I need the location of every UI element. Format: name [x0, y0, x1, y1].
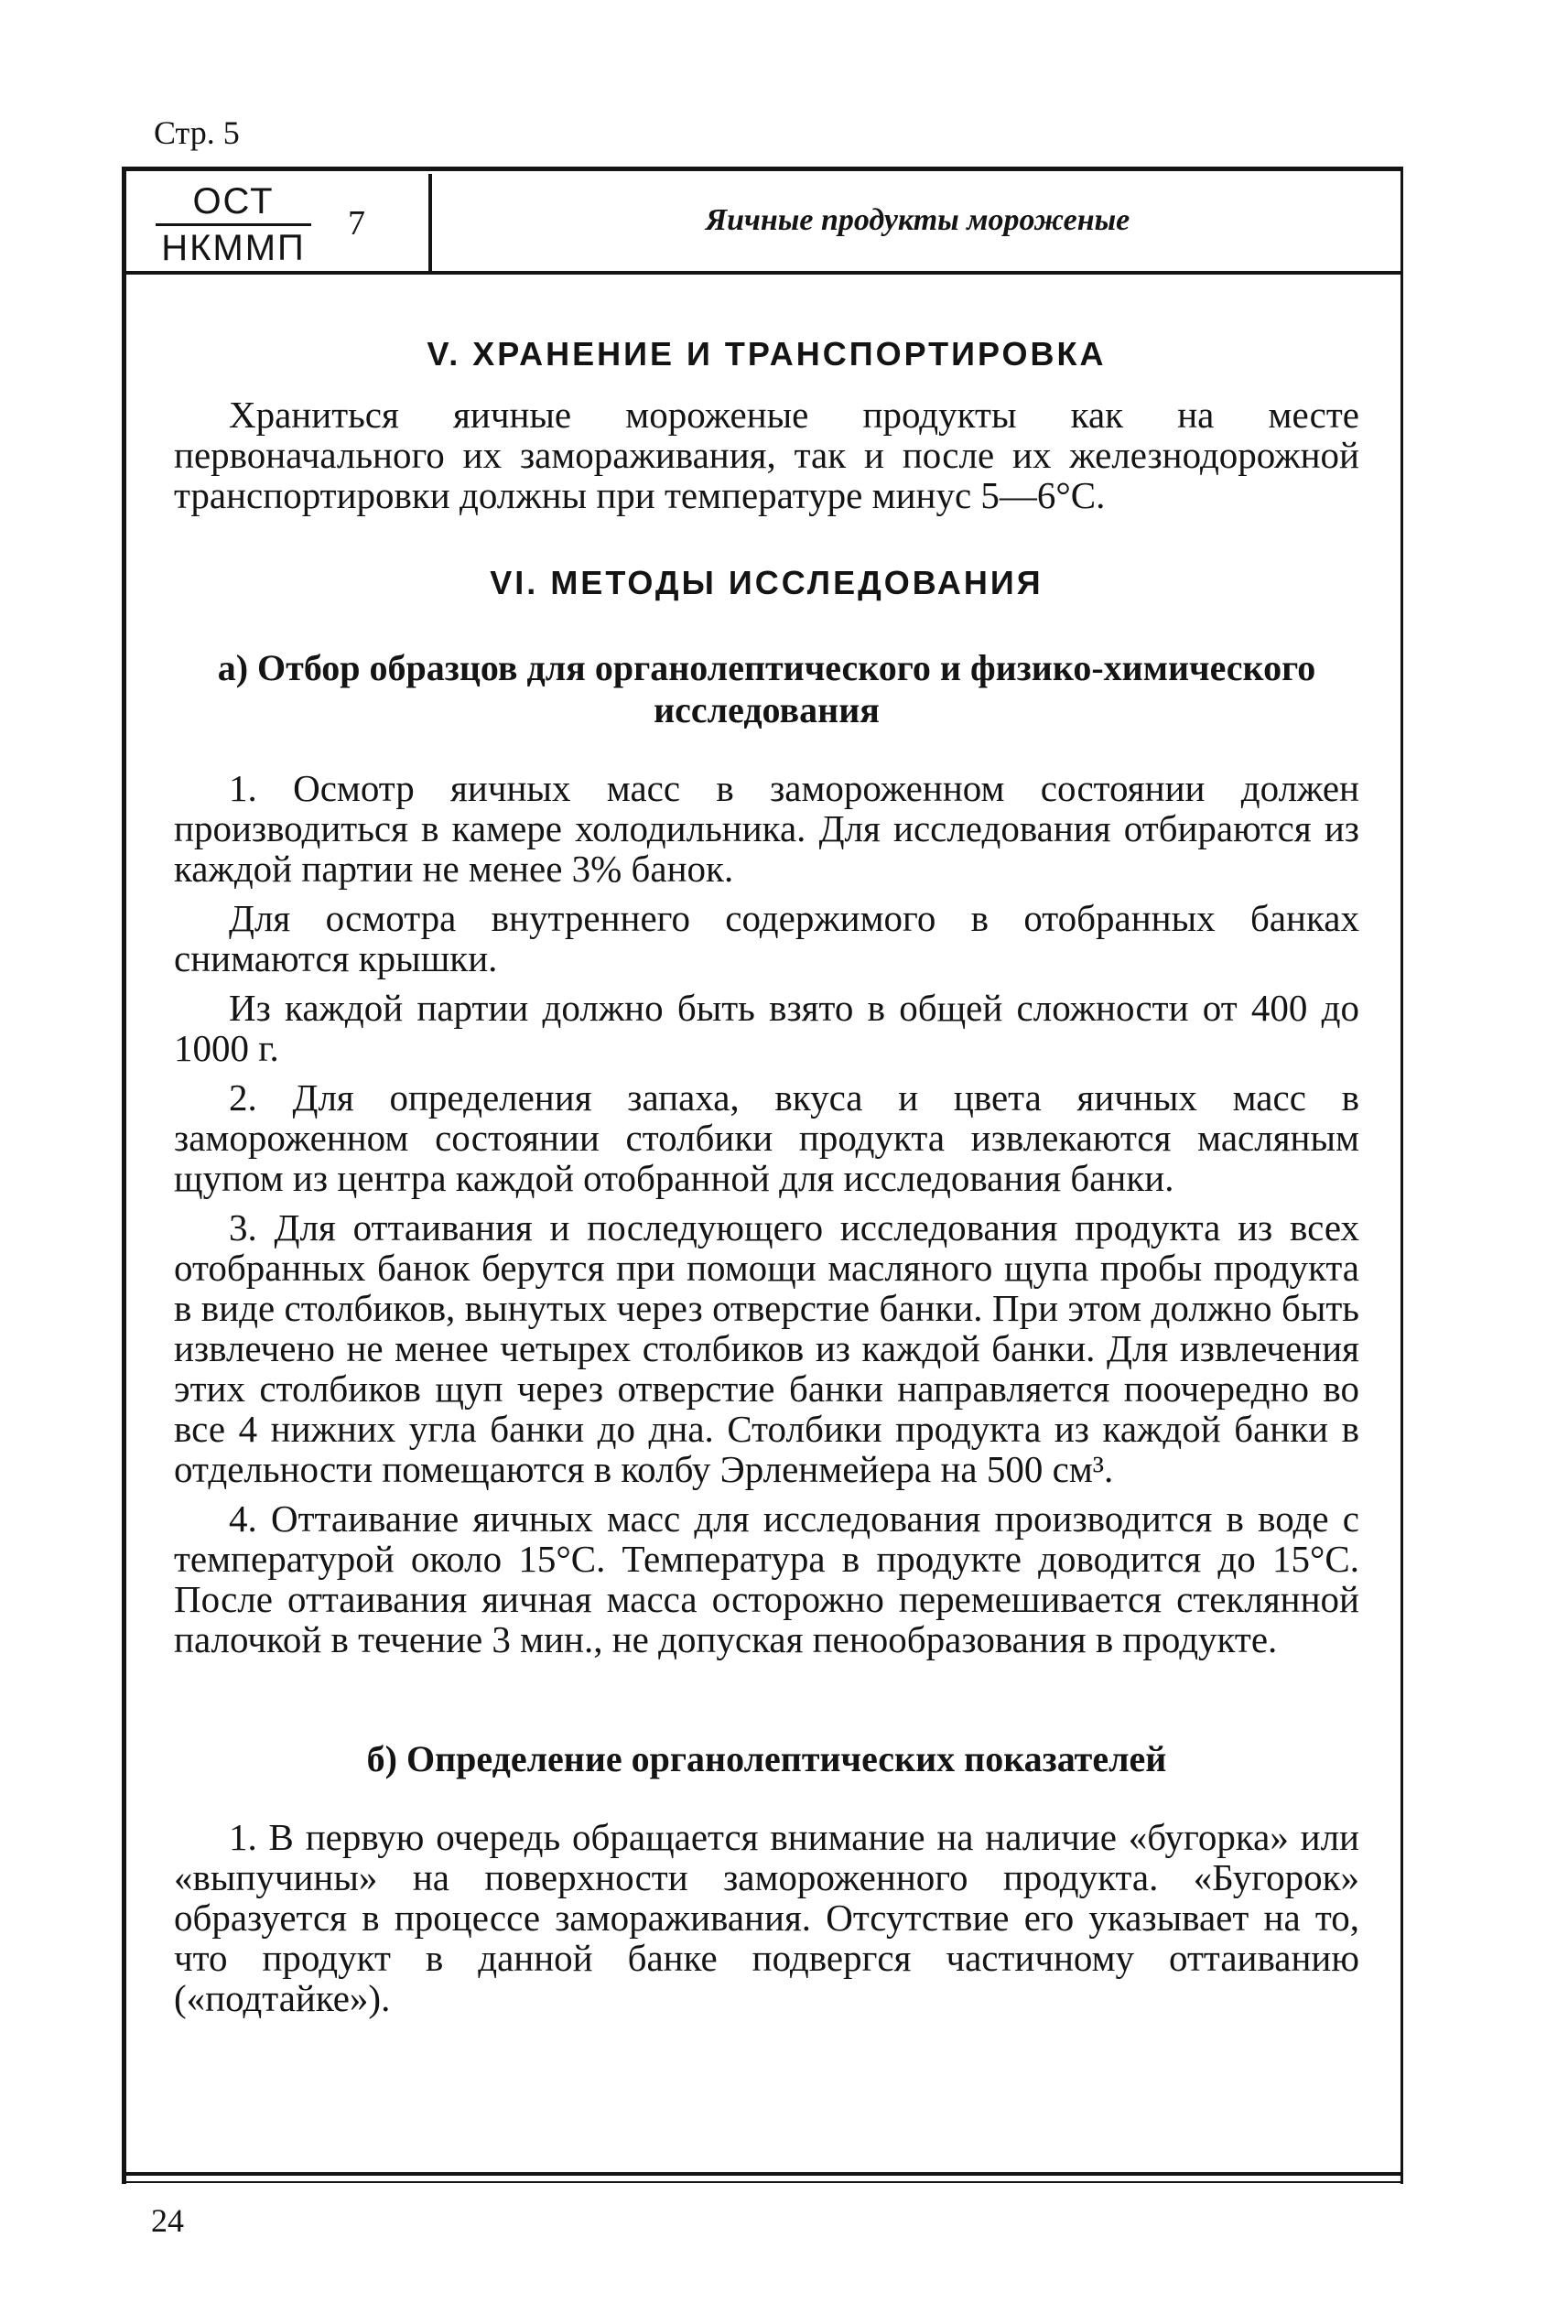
section-6-title: VI. МЕТОДЫ ИССЛЕДОВАНИЯ: [490, 564, 1044, 601]
document-body: [174, 334, 1359, 2018]
subsection-a-paragraph: Из каждой партии должно быть взято в общей сложности от 400 до 1000 г.: [174, 987, 1359, 1069]
header-standard-number: 7: [348, 204, 365, 243]
subsection-b-paragraph: 1. В первую очередь обращается внимание на наличие «бугорка» или «выпучины» на поверхности замороженного продукта. «Бугорок» образуется в процессе замораживания. Отсутствие его указывает на то, что продукт в данной банке подвергся частичному оттаиванию («подтайке»).: [174, 1816, 1359, 2019]
subsection-a-paragraph: 3. Для оттаивания и последующего исследования продукта из всех отобранных банок берутся при помощи масляного щупа пробы продукта в виде столбиков, вынутых через отверстие банки. При этом должно быть извлечено не менее четырех столбиков из каждой банки. Для извлечения этих столбиков щуп через отверстие банки направляется поочередно во все 4 нижних угла банки до дна. Столбики продукта из каждой банки в отдельности помещаются в колбу Эрленмейера на 500 см³.: [174, 1206, 1359, 1490]
subsection-a-title: а) Отбор образцов для органолептического и физико-химического исследования: [217, 647, 1316, 730]
subsection-a-paragraph: Для осмотра внутреннего содержимого в отобранных банках снимаются крышки.: [174, 897, 1359, 979]
header-standard-bottom: НКММП: [161, 228, 306, 268]
subsection-a-paragraph: 4. Оттаивание яичных масс для исследования производится в воде с температурой около 15°С. Температура в продукте доводится до 15°С. После оттаивания яичная масса осторожно перемешивается стеклянной палочкой в течение 3 мин., не допуская пенообразования в продукте.: [174, 1497, 1359, 1660]
subsection-b-title: б) Определение органолептических показателей: [366, 1738, 1167, 1779]
header-standard-top: ОСТ: [156, 181, 311, 226]
page-label: Стр. 5: [154, 114, 240, 151]
header-standard: [156, 181, 311, 268]
section-5-title: V. ХРАНЕНИЕ И ТРАНСПОРТИРОВКА: [427, 335, 1107, 373]
subsection-a-paragraph: 1. Осмотр яичных масс в замороженном состоянии должен производиться в камере холодильника. Для исследования отбираются из каждой партии не менее 3% банок.: [174, 767, 1359, 890]
header-rule: [122, 271, 1403, 275]
bottom-rule: [122, 2172, 1403, 2176]
subsection-a-paragraph: 2. Для определения запаха, вкуса и цвета яичных масс в замороженном состоянии столбики продукта извлекаются масляным щупом из центра каждой отобранной для исследования банки.: [174, 1076, 1359, 1199]
page-number: 24: [151, 2202, 184, 2239]
section-5-paragraph: Храниться яичные мороженые продукты как на месте первоначального их замораживания, так и после их железнодорожной транспортировки должны при температуре минус 5—6°С.: [174, 394, 1359, 516]
top-rule: [122, 167, 1403, 171]
header-title: Яичные продукты мороженые: [705, 203, 1130, 237]
bottom-rule-thin: [122, 2181, 1403, 2183]
